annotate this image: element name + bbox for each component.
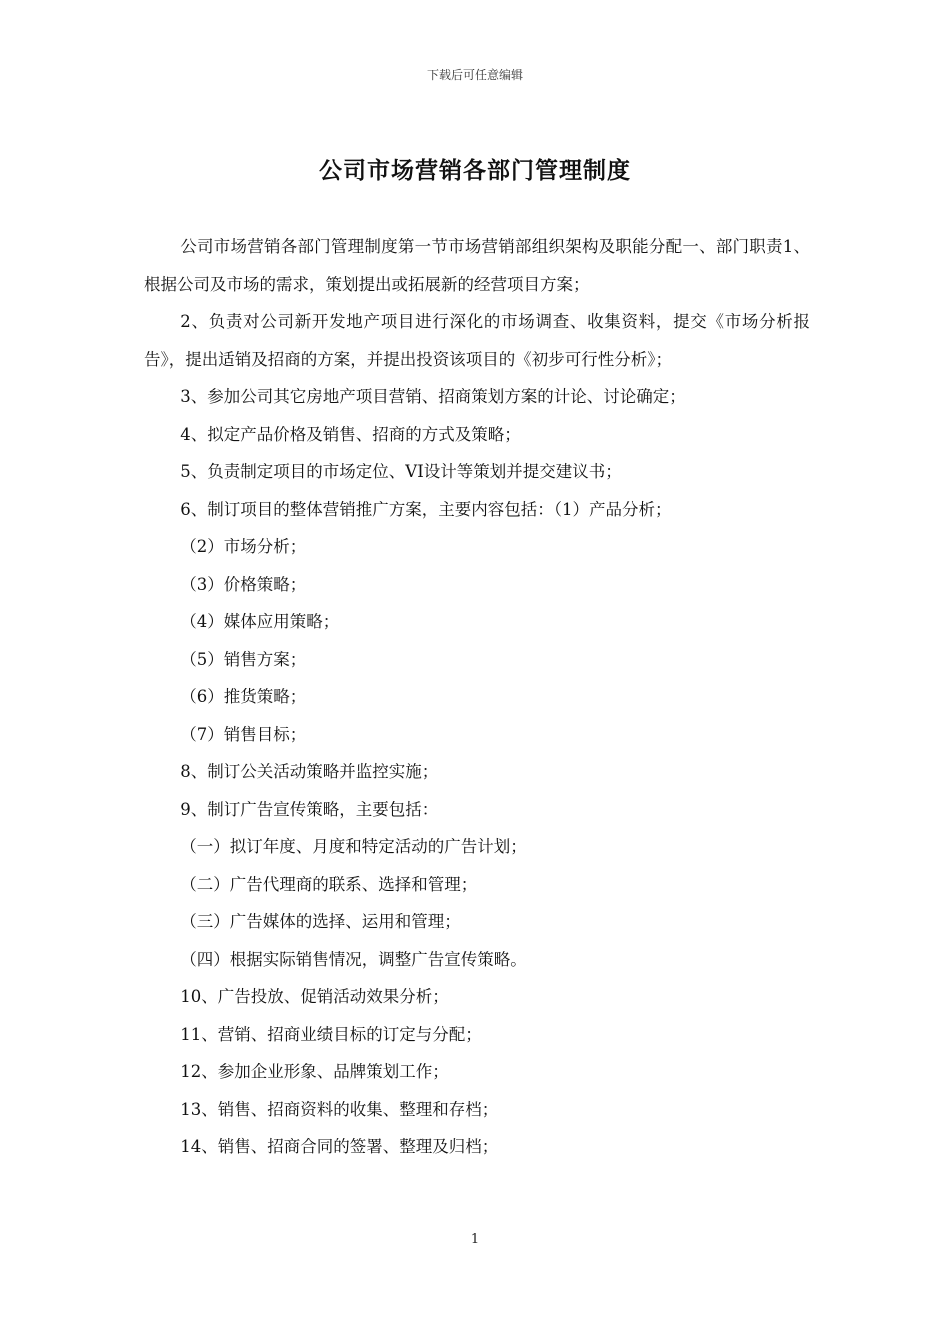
paragraph-sub-4: （4）媒体应用策略； — [180, 612, 340, 631]
document-title: 公司市场营销各部门管理制度 — [319, 158, 631, 184]
paragraph-item-5: 5、负责制定项目的市场定位、VI设计等策划并提交建议书； — [180, 462, 622, 481]
paragraph-item-9: 9、制订广告宣传策略，主要包括： — [180, 799, 439, 819]
paragraph-sub-two: （二）广告代理商的联系、选择和管理； — [180, 874, 478, 894]
paragraph-item-11: 11、营销、招商业绩目标的订定与分配； — [180, 1024, 482, 1044]
paragraph-sub-7: （7）销售目标； — [180, 724, 307, 744]
paragraph-item-2: 2、负责对公司新开发地产项目进行深化的市场调查、收集资料，提交《市场分析报告》，提出适销及招商的方案，并提出投资该项目的《初步可行性分析》； — [144, 312, 810, 369]
paragraph-sub-3: （3）价格策略； — [180, 574, 307, 594]
paragraph-sub-6: （6）推货策略； — [180, 687, 307, 706]
paragraph-sub-three: （三）广告媒体的选择、运用和管理； — [180, 912, 461, 931]
paragraph-item-12: 12、参加企业形象、品牌策划工作； — [180, 1062, 449, 1081]
paragraph-sub-2: （2）市场分析； — [180, 537, 307, 556]
paragraph-intro: 公司市场营销各部门管理制度第一节市场营销部组织架构及职能分配一、部门职责1、根据公司及市场的需求，策划提出或拓展新的经营项目方案； — [144, 237, 810, 294]
paragraph-sub-four: （四）根据实际销售情况，调整广告宣传策略。 — [180, 949, 527, 969]
paragraph-sub-one: （一）拟订年度、月度和特定活动的广告计划； — [180, 837, 527, 856]
paragraph-item-10: 10、广告投放、促销活动效果分析； — [180, 987, 449, 1006]
document-body — [144, 228, 810, 1166]
paragraph-item-4: 4、拟定产品价格及销售、招商的方式及策略； — [180, 424, 521, 444]
paragraph-item-8: 8、制订公关活动策略并监控实施； — [180, 762, 439, 781]
paragraph-item-6: 6、制订项目的整体营销推广方案，主要内容包括：（1）产品分析； — [180, 499, 672, 519]
paragraph-item-3: 3、参加公司其它房地产项目营销、招商策划方案的计论、讨论确定； — [180, 387, 686, 406]
page-number: 1 — [470, 1232, 480, 1247]
header-note: 下载后可任意编辑 — [426, 68, 523, 82]
paragraph-sub-5: （5）销售方案； — [180, 649, 307, 669]
paragraph-item-13: 13、销售、招商资料的收集、整理和存档； — [180, 1099, 499, 1119]
paragraph-item-14: 14、销售、招商合同的签署、整理及归档； — [180, 1137, 499, 1156]
